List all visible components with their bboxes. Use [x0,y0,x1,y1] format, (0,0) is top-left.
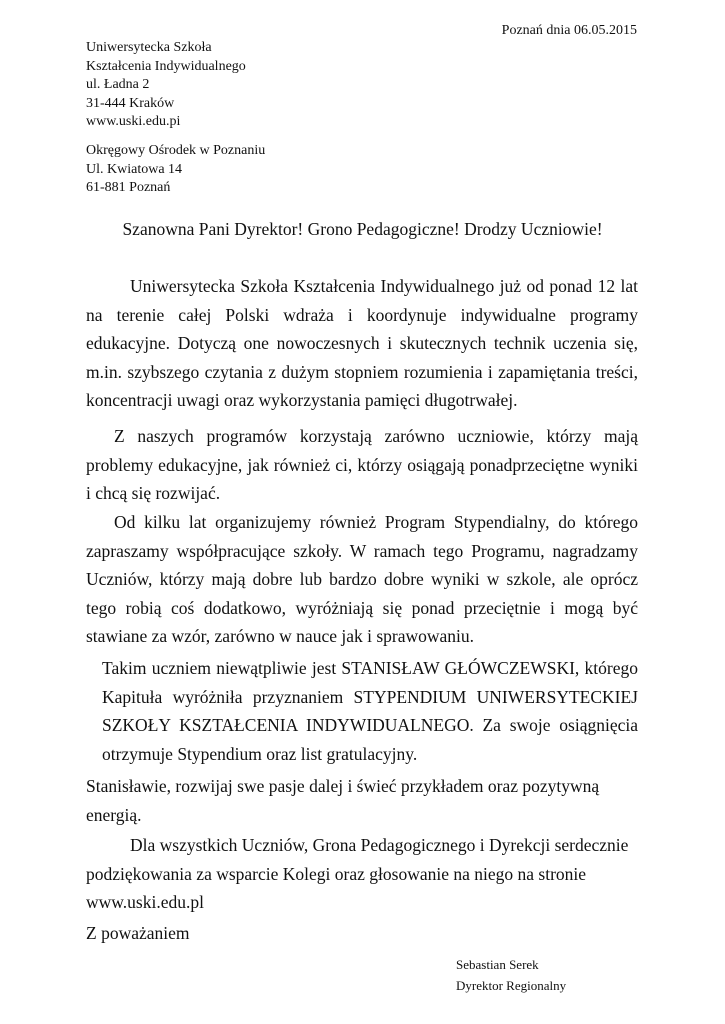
body-paragraph: Z naszych programów korzystają zarówno uczniowie, którzy mają problemy edukacyjne, jak również ci, którzy osiągają ponadprzeciętne wyniki i chcą się rozwijać. [86,426,638,503]
body-paragraph: Takim uczniem niewątpliwie jest STANISŁAW GŁÓWCZEWSKI, którego Kapituła wyróżniła przyznaniem STYPENDIUM UNIWERSYTECKIEJ SZKOŁY KSZTAŁCENIA INDYWIDUALNEGO. Za swoje osiągnięcia otrzymuje Stypendium oraz list gratulacyjny. [102,658,638,764]
letter-date: Poznań dnia 06.05.2015 [501,23,637,38]
body-paragraph: Stanisławie, rozwijaj swe pasje dalej i świeć przykładem oraz pozytywną energią. [86,776,600,825]
sender-line: 31-444 Kraków [86,95,175,111]
recipient-line: Okręgowy Ośrodek w Poznaniu [86,143,266,158]
recipient-line: 61-881 Poznań [86,180,171,195]
recipient-address [86,142,265,198]
signature-title: Dyrektor Regionalny [456,978,567,993]
sender-line: Uniwersytecka Szkoła [86,40,212,55]
recipient-line: Ul. Kwiatowa 14 [86,161,183,177]
body-paragraph: Od kilku lat organizujemy również Program Stypendialny, do którego zapraszamy współpracujące szkoły. W ramach tego Programu, nagradzamy Uczniów, którzy mają dobre lub bardzo dobre wyniki w szkole, ale oprócz tego robią coś dodatkowo, wyróżniają się ponad przeciętnie i mogą być stawiane za wzór, zarówno w nauce jak i sprawowaniu. [86,512,638,646]
letter-greeting: Szanowna Pani Dyrektor! Grono Pedagogiczne! Drodzy Uczniowie! [122,219,603,239]
sender-address [86,39,246,132]
sender-website: www.uski.edu.pi [86,114,181,129]
body-paragraph: Uniwersytecka Szkoła Kształcenia Indywidualnego już od ponad 12 lat na terenie całej Polski wdraża i koordynuje indywidualne programy edukacyjne. Dotyczą one nowoczesnych i skutecznych technik uczenia się, m.in. szybszego czytania z dużym stopniem rozumienia i zapamiętania treści, koncentracji uwagi oraz wykorzystania pamięci długotrwałej. [86,276,638,410]
signature-name: Sebastian Serek [456,957,539,972]
body-paragraph: Dla wszystkich Uczniów, Grona Pedagogicznego i Dyrekcji serdecznie podziękowania za wsparcie Kolegi oraz głosowanie na niego na stronie www.uski.edu.pl [86,835,629,912]
sender-line: Kształcenia Indywidualnego [86,58,246,74]
sender-line: ul. Ładna 2 [86,77,150,92]
letter-closing: Z poważaniem [86,923,190,943]
